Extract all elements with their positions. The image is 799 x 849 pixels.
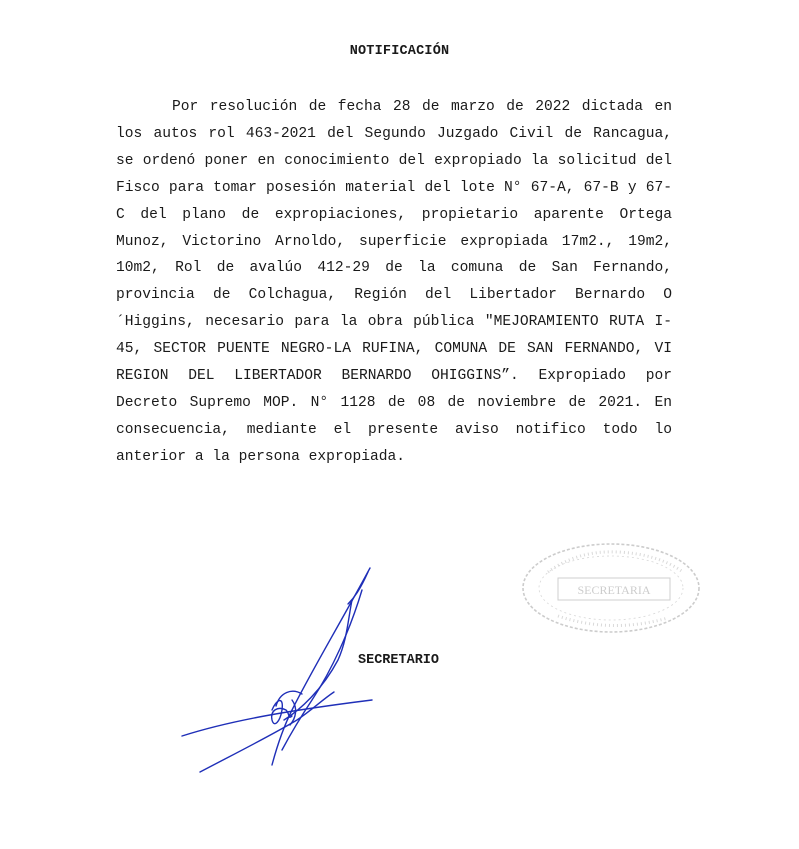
notification-body: Por resolución de fecha 28 de marzo de 2022 dictada en los autos rol 463-2021 del Segundo Juzgado Civil de Rancagua, se ordenó poner en conocimiento del expropiado la solicitud del Fisco para tomar posesión material del lote N° 67-A, 67-B y 67-C del plano de expropiaciones, propietario aparente Ortega Munoz, Victorino Arnoldo, superficie expropiada 17m2., 19m2, 10m2, Rol de avalúo 412-29 de la comuna de San Fernando, provincia de Colchagua, Región del Libertador Bernardo O´Higgins, necesario para la obra pública "MEJORAMIENTO RUTA I-45, SECTOR PUENTE NEGRO-LA RUFINA, COMUNA DE SAN FERNANDO, VI REGION DEL LIBERTADOR BERNARDO OHIGGINS”. Expropiado por Decreto Supremo MOP. N° 1128 de 08 de noviembre de 2021. En consecuencia, mediante el presente aviso notifico todo lo anterior a la persona expropiada. (116, 99, 672, 465)
stamp-text: SECRETARIA (577, 583, 651, 597)
handwritten-signature (172, 560, 382, 780)
signature-label: SECRETARIO (358, 653, 440, 668)
official-stamp (518, 538, 704, 638)
document-title: NOTIFICACIÓN (349, 44, 450, 59)
